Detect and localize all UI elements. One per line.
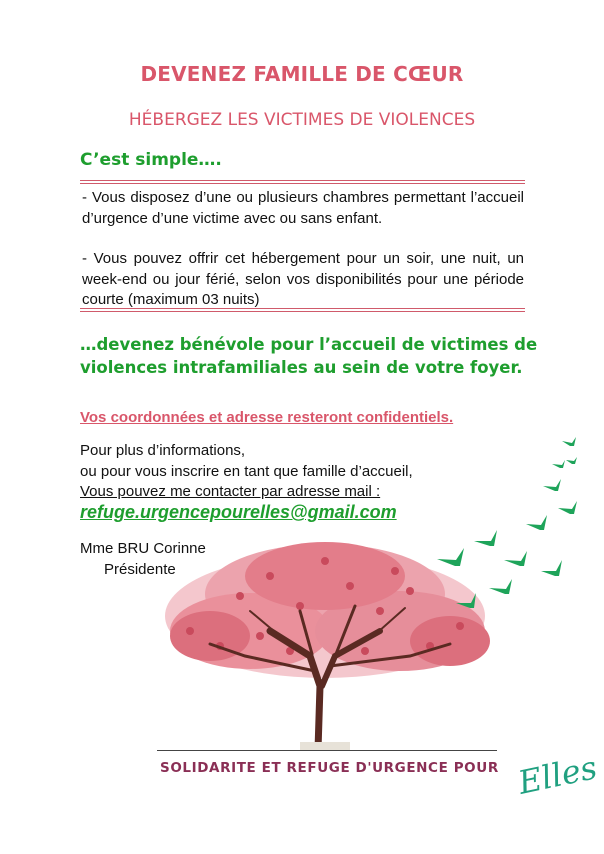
footer-script-text: Elles [514, 748, 601, 802]
page-title: DEVENEZ FAMILLE DE CŒUR [140, 62, 464, 86]
top-divider [80, 180, 525, 181]
page-subtitle: HÉBERGEZ LES VICTIMES DE VIOLENCES [128, 110, 476, 130]
signature-role: Présidente [104, 560, 176, 578]
bottom-divider [80, 308, 525, 309]
info-line-2: ou pour vous inscrire en tant que famille d’accueil, [80, 462, 413, 480]
info-line-3: Vous pouvez me contacter par adresse mail : [80, 483, 381, 500]
intro-heading: C’est simple…. [80, 150, 222, 170]
condition-2: - Vous pouvez offrir cet hébergement pour un soir, une nuit, un week-end ou jour férié, selon vos disponibilités pour une période courte (maximum 03 nuits) [82, 250, 524, 308]
call-to-action: …devenez bénévole pour l’accueil de victimes de violences intrafamiliales au sein de votre foyer. [80, 335, 538, 377]
top-divider-2 [80, 183, 525, 184]
flying-birds-icon [430, 436, 590, 616]
footer-divider [157, 750, 497, 751]
conditions-box [82, 188, 524, 311]
email-link[interactable]: refuge.urgencepourelles@gmail.com [80, 502, 397, 522]
signature-name: Mme BRU Corinne [80, 540, 206, 557]
condition-1: - Vous disposez d’une ou plusieurs chambres permettant l’accueil d’urgence d’une victime avec ou sans enfant. [82, 189, 524, 227]
footer-slogan: SOLIDARITE ET REFUGE D'URGENCE POUR [160, 760, 499, 776]
info-line-1: Pour plus d’informations, [80, 442, 246, 459]
info-block [80, 441, 413, 503]
confidential-note: Vos coordonnées et adresse resteront confidentiels. [80, 409, 454, 426]
bottom-divider-2 [80, 311, 525, 312]
